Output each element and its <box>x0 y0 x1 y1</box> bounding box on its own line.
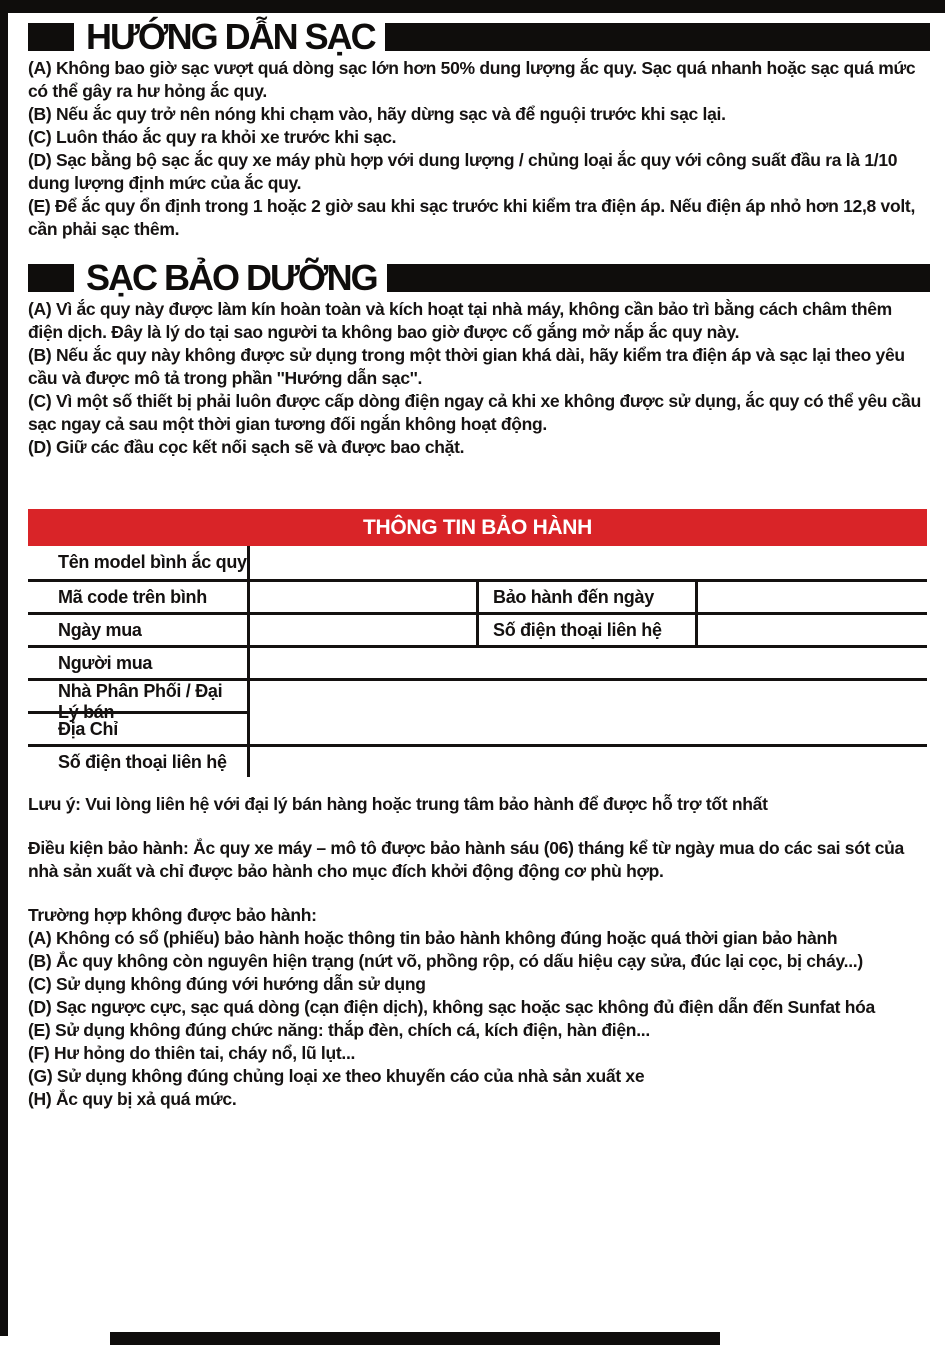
exclusion-item: (B) Ắc quy không còn nguyên hiện trạng (nứt võ, phồng rộp, có dấu hiệu cạy sửa, đúc lại cọc, bị cháy...) <box>28 951 863 971</box>
instruction-item: (B) Nếu ắc quy này không được sử dụng trong một thời gian khá dài, hãy kiểm tra điện áp và sạc lại theo yêu cầu và được mô tả trong phần ''Hướng dẫn sạc''. <box>28 345 905 388</box>
exclusions-list <box>28 927 930 1111</box>
empty-input-cell <box>250 714 927 744</box>
table-row-code <box>28 579 927 612</box>
row-label: Nhà Phân Phối / Đại Lý bán <box>28 681 250 723</box>
exclusion-item: (F) Hư hỏng do thiên tai, cháy nổ, lũ lụt... <box>28 1043 356 1063</box>
section-title: HƯỚNG DẪN SẠC <box>86 16 375 57</box>
empty-input-cell <box>698 582 927 612</box>
charging-instructions-list <box>28 57 930 241</box>
empty-input-cell <box>250 615 479 645</box>
instruction-item: (D) Giữ các đầu cọc kết nối sạch sẽ và được bao chặt. <box>28 437 465 457</box>
empty-input-cell <box>250 582 479 612</box>
section-title-bar <box>387 264 930 292</box>
row-label: Tên model bình ắc quy <box>28 546 250 579</box>
row-label: Số điện thoại liên hệ <box>28 747 250 777</box>
section-heading-charging <box>28 16 930 57</box>
exclusion-item: (A) Không có sổ (phiếu) bảo hành hoặc thông tin bảo hành không đúng hoặc quá thời gian bảo hành <box>28 928 838 948</box>
warranty-info-table <box>28 509 927 777</box>
exclusions-title: Trường hợp không được bảo hành: <box>28 905 317 925</box>
section-title-bar <box>385 23 930 51</box>
instruction-item: (D) Sạc bằng bộ sạc ắc quy xe máy phù hợp với dung lượng / chủng loại ắc quy với công suất đầu ra là 1/10 dung lượng định mức của ắc quy. <box>28 150 898 193</box>
top-border-bar <box>0 0 945 13</box>
table-row-purchase-date <box>28 612 927 645</box>
support-note: Lưu ý: Vui lòng liên hệ với đại lý bán hàng hoặc trung tâm bảo hành để được hỗ trợ tốt nhất <box>28 794 768 814</box>
instruction-item: (C) Vì một số thiết bị phải luôn được cấp dòng điện ngay cả khi xe không được sử dụng, ắc quy có thể yêu cầu sạc ngay cả sau một thời gian tương đối ngắn không hoạt động. <box>28 391 921 434</box>
empty-input-cell <box>698 615 927 645</box>
exclusion-item: (H) Ắc quy bị xả quá mức. <box>28 1089 237 1109</box>
instruction-item: (B) Nếu ắc quy trở nên nóng khi chạm vào, hãy dừng sạc và để nguội trước khi sạc lại. <box>28 104 726 124</box>
maintenance-instructions-list <box>28 298 930 459</box>
bottom-border-bar <box>110 1332 720 1345</box>
exclusion-item: (G) Sử dụng không đúng chủng loại xe theo khuyến cáo của nhà sản xuất xe <box>28 1066 645 1086</box>
row-label: Mã code trên bình <box>28 582 250 612</box>
instruction-item: (A) Không bao giờ sạc vượt quá dòng sạc lớn hơn 50% dung lượng ắc quy. Sạc quá nhanh hoặc sạc quá mức có thể gây ra hư hỏng ắc quy. <box>28 58 916 101</box>
section-marker-square <box>28 23 74 51</box>
instruction-item: (C) Luôn tháo ắc quy ra khỏi xe trước khi sạc. <box>28 127 397 147</box>
instruction-item: (A) Vì ắc quy này được làm kín hoàn toàn và kích hoạt tại nhà máy, không cần bảo trì bằng cách châm thêm điện dịch. Đây là lý do tại sao người ta không bao giờ được cố gắng mở nắp ắc quy này. <box>28 299 892 342</box>
warranty-conditions: Điều kiện bảo hành: Ắc quy xe máy – mô tô được bảo hành sáu (06) tháng kể từ ngày mua do các sai sót của nhà sản xuất và chỉ được bảo hành cho mục đích khởi động động cơ phù hợp. <box>28 838 904 881</box>
row-label: Ngày mua <box>28 615 250 645</box>
table-row-model <box>28 546 927 579</box>
exclusion-item: (C) Sử dụng không đúng với hướng dẫn sử dụng <box>28 974 426 994</box>
section-title: SẠC BẢO DƯỠNG <box>86 257 377 298</box>
left-border-bar <box>0 0 8 1336</box>
warranty-table-header: THÔNG TIN BẢO HÀNH <box>28 509 927 546</box>
row-label: Người mua <box>28 648 250 678</box>
row-label: Số điện thoại liên hệ <box>479 615 698 645</box>
row-label: Địa Chỉ <box>28 714 250 744</box>
section-marker-square <box>28 264 74 292</box>
empty-input-cell <box>250 648 927 678</box>
table-row-address <box>28 711 927 744</box>
instruction-item: (E) Để ắc quy ổn định trong 1 hoặc 2 giờ sau khi sạc trước khi kiểm tra điện áp. Nếu điện áp nhỏ hơn 12,8 volt, cần phải sạc thêm. <box>28 196 916 239</box>
row-label: Bảo hành đến ngày <box>479 582 698 612</box>
exclusion-item: (E) Sử dụng không đúng chức năng: thắp đèn, chích cá, kích điện, hàn điện... <box>28 1020 650 1040</box>
table-row-buyer <box>28 645 927 678</box>
table-row-distributor <box>28 678 927 722</box>
empty-input-cell <box>250 546 927 579</box>
exclusion-item: (D) Sạc ngược cực, sạc quá dòng (cạn điện dịch), không sạc hoặc sạc không đủ điện dẫn đến Sunfat hóa <box>28 997 875 1017</box>
empty-input-cell <box>250 747 927 777</box>
section-heading-maintenance <box>28 257 930 298</box>
table-row-phone <box>28 744 927 777</box>
document-content <box>28 13 930 1111</box>
